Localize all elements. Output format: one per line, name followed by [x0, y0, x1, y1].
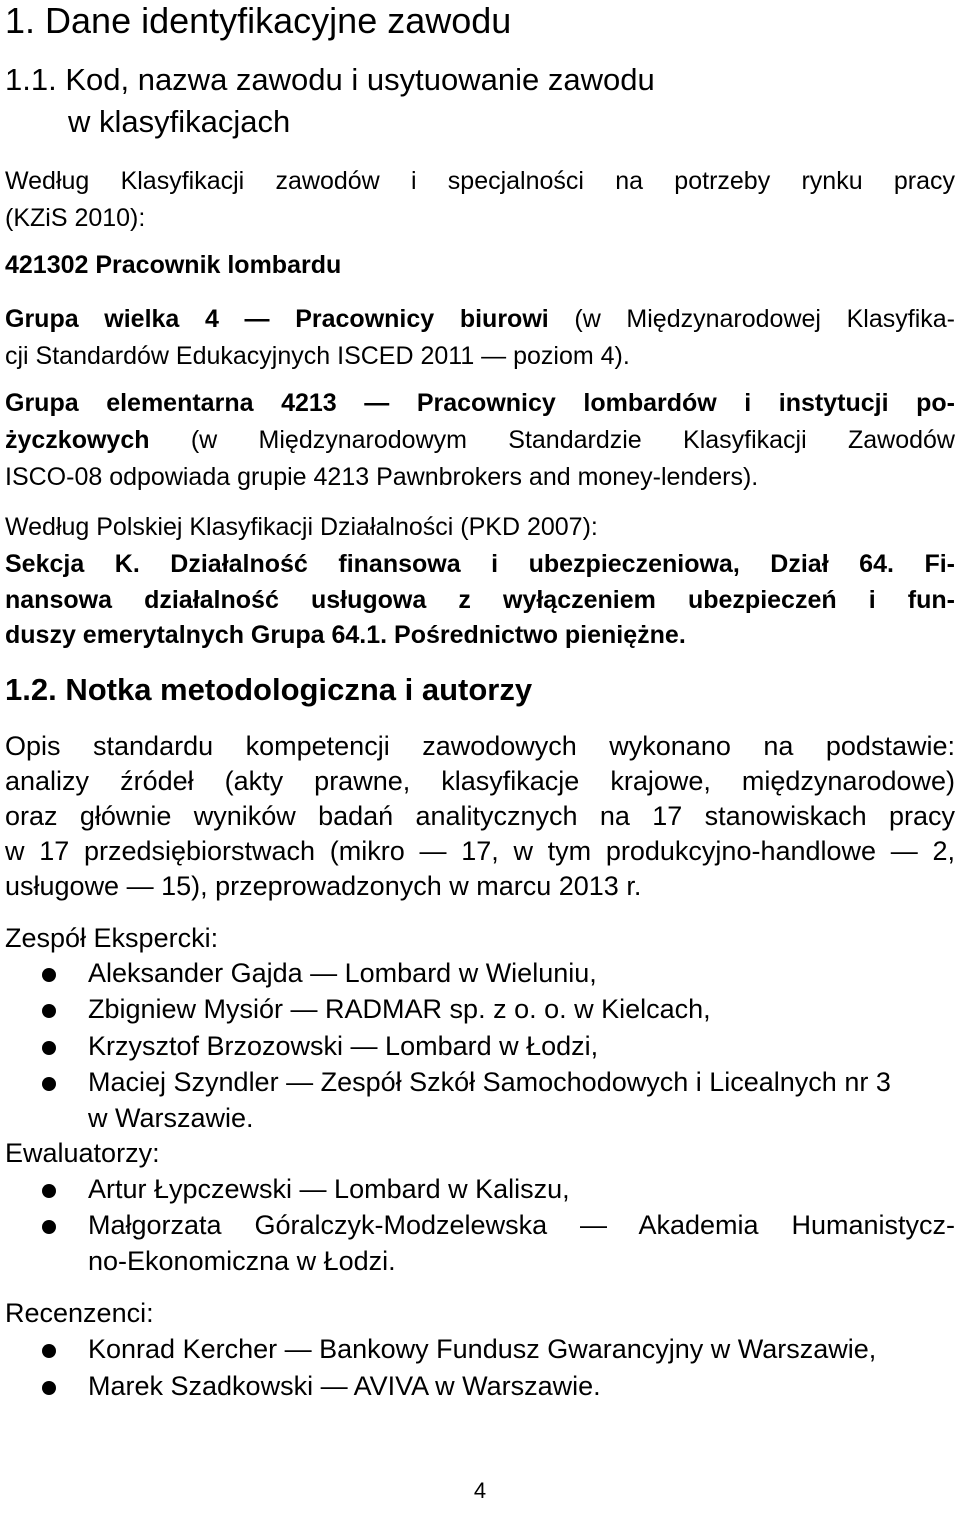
occupation-code: 421302 Pracownik lombardu — [5, 251, 342, 279]
section-heading-1: 1. Dane identyfikacyjne zawodu — [5, 0, 512, 41]
bullet-icon — [42, 1344, 56, 1358]
grupa-elementarna-line3: ISCO-08 odpowiada grupie 4213 Pawnbrokers and money-lenders). — [5, 463, 759, 491]
ewaluatorzy-label: Ewaluatorzy: — [5, 1138, 160, 1168]
bullet-icon — [42, 968, 56, 982]
subsection-heading-1-1: 1.1. Kod, nazwa zawodu i usytuowanie zawodu — [5, 62, 655, 97]
bullet-icon — [42, 1184, 56, 1198]
ekspert-item: Maciej Szyndler — Zespół Szkół Samochodowych i Licealnych nr 3 — [88, 1067, 891, 1097]
bullet-icon — [42, 1381, 56, 1395]
ekspert-item-cont: w Warszawie. — [88, 1103, 254, 1133]
kzis-intro: Według Klasyfikacji zawodów i specjalności na potrzeby rynku pracy — [5, 167, 955, 195]
grupa-elementarna-rest: (w Międzynarodowym Standardzie Klasyfikacji Zawodów — [149, 426, 955, 454]
bullet-icon — [42, 1004, 56, 1018]
ekspert-item: Aleksander Gajda — Lombard w Wieluniu, — [88, 958, 597, 988]
kzis-intro-cont: (KZiS 2010): — [5, 204, 146, 232]
pkd-line1: Sekcja K. Działalność finansowa i ubezpieczeniowa, Dział 64. Fi- — [5, 550, 955, 578]
grupa-wielka-line1 — [5, 305, 955, 334]
opis-line2: analizy źródeł (akty prawne, klasyfikacje krajowe, międzynarodowe) — [5, 766, 955, 796]
opis-line3: oraz głównie wyników badań analitycznych na 17 stanowiskach pracy — [5, 801, 955, 831]
grupa-elementarna-bold: życzkowych — [5, 426, 150, 454]
pkd-line3: duszy emerytalnych Grupa 64.1. Pośrednictwo pieniężne. — [5, 621, 686, 649]
subsection-heading-1-2: 1.2. Notka metodologiczna i autorzy — [5, 672, 533, 707]
eksperci-label: Zespół Ekspercki: — [5, 923, 219, 953]
bullet-icon — [42, 1041, 56, 1055]
ewaluator-item: Artur Łypczewski — Lombard w Kaliszu, — [88, 1174, 570, 1204]
grupa-wielka-bold: Grupa wielka 4 — Pracownicy biurowi — [5, 305, 549, 333]
bullet-icon — [42, 1220, 56, 1234]
pkd-intro: Według Polskiej Klasyfikacji Działalności (PKD 2007): — [5, 513, 598, 541]
bullet-icon — [42, 1077, 56, 1091]
opis-line5: usługowe — 15), przeprowadzonych w marcu 2013 r. — [5, 871, 642, 901]
grupa-elementarna-line2 — [5, 426, 955, 455]
recenzent-item: Konrad Kercher — Bankowy Fundusz Gwarancyjny w Warszawie, — [88, 1334, 877, 1364]
opis-line4: w 17 przedsiębiorstwach (mikro — 17, w tym produkcyjno-handlowe — 2, — [5, 836, 955, 866]
ewaluator-item-cont: no-Ekonomiczna w Łodzi. — [88, 1246, 396, 1276]
recenzent-item: Marek Szadkowski — AVIVA w Warszawie. — [88, 1371, 601, 1401]
pkd-line2: nansowa działalność usługowa z wyłączeniem ubezpieczeń i fun- — [5, 586, 955, 614]
ewaluator-item: Małgorzata Góralczyk-Modzelewska — Akademia Humanistycz- — [88, 1210, 955, 1240]
subsection-heading-1-1-cont: w klasyfikacjach — [68, 104, 291, 139]
opis-line1: Opis standardu kompetencji zawodowych wykonano na podstawie: — [5, 731, 955, 761]
page-number: 4 — [473, 1478, 487, 1503]
ekspert-item: Krzysztof Brzozowski — Lombard w Łodzi, — [88, 1031, 599, 1061]
ekspert-item: Zbigniew Mysiór — RADMAR sp. z o. o. w Kielcach, — [88, 994, 711, 1024]
grupa-wielka-line2: cji Standardów Edukacyjnych ISCED 2011 — poziom 4). — [5, 342, 630, 370]
grupa-wielka-rest: (w Międzynarodowej Klasyfika- — [548, 305, 955, 333]
grupa-elementarna-line1: Grupa elementarna 4213 — Pracownicy lombardów i instytucji po- — [5, 389, 955, 417]
recenzenci-label: Recenzenci: — [5, 1298, 154, 1328]
